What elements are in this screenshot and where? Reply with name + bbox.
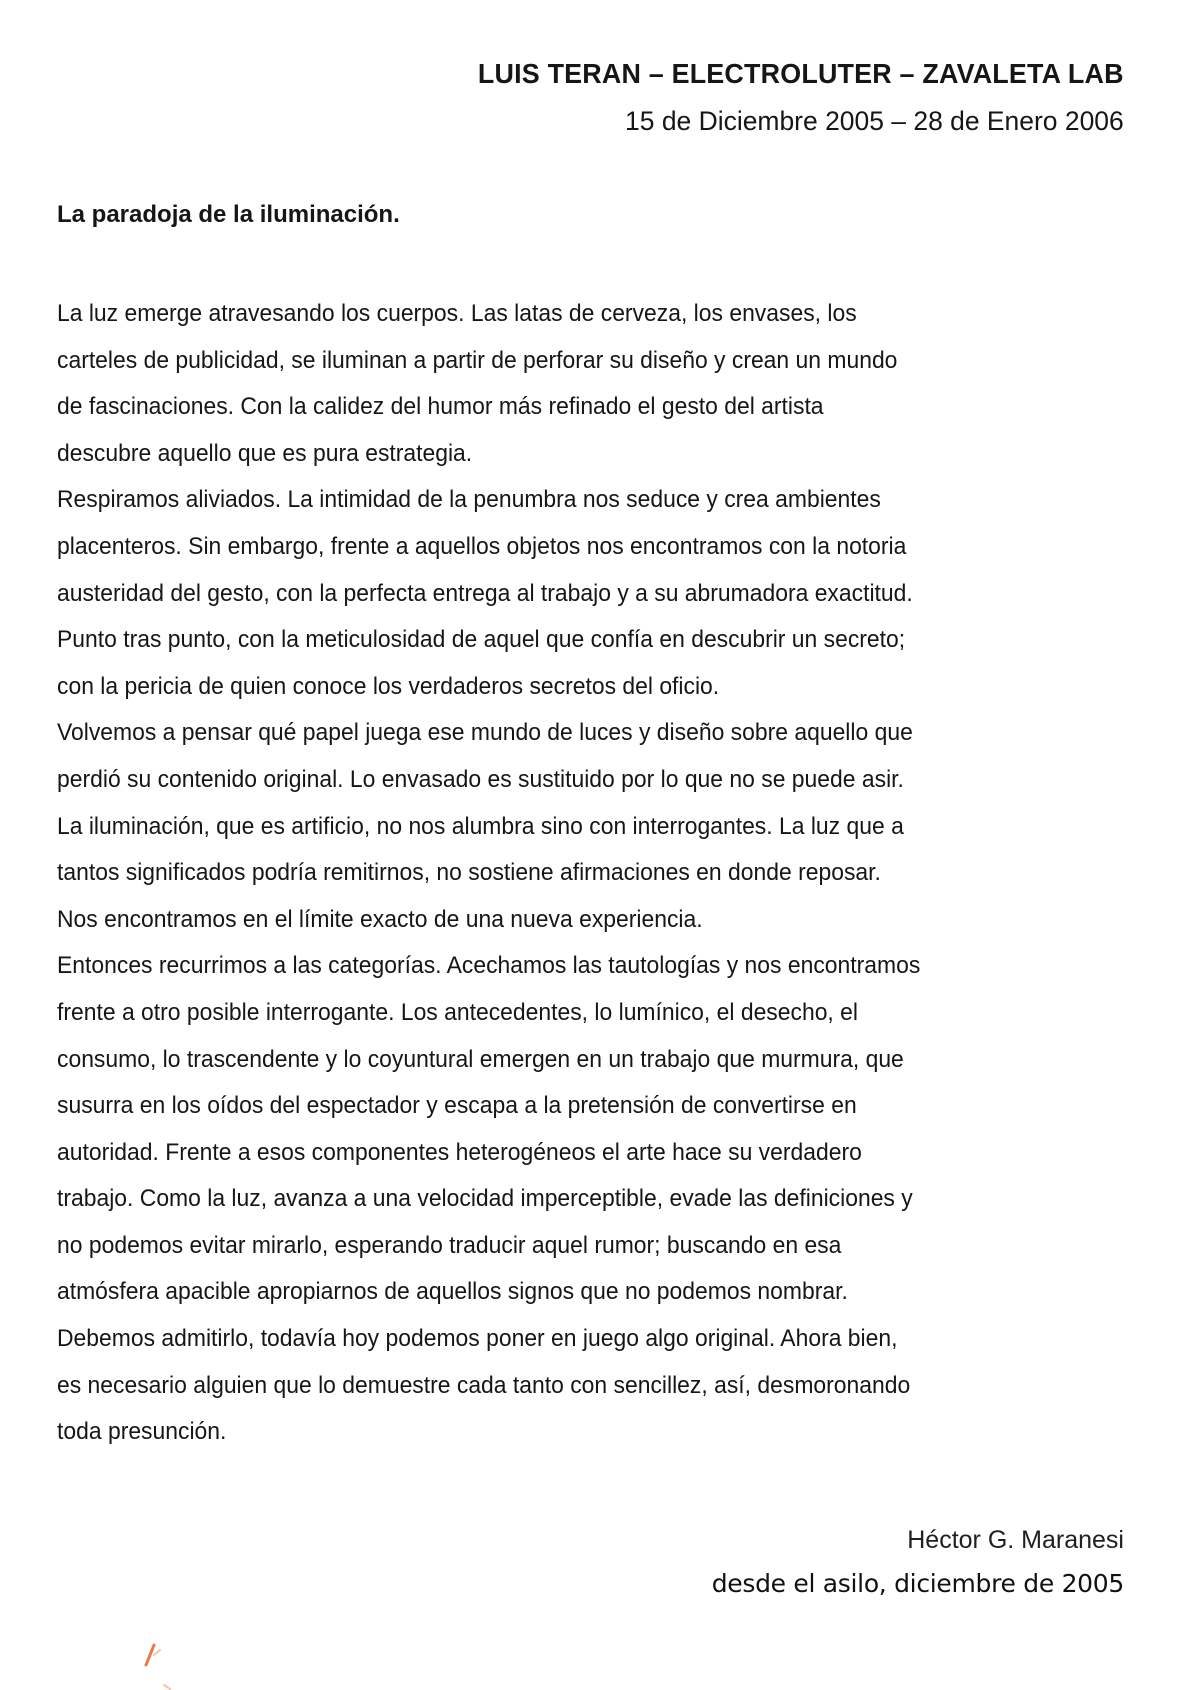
essay-line: Punto tras punto, con la meticulosidad de aquel que confía en descubrir un secreto; <box>57 626 906 654</box>
essay-line: susurra en los oídos del espectador y escapa a la pretensión de convertirse en <box>57 1092 857 1120</box>
stray-ink-stroke-2 <box>154 1650 160 1655</box>
essay-body <box>57 291 1086 1456</box>
essay-line: autoridad. Frente a esos componentes heterogéneos el arte hace su verdadero <box>57 1138 862 1166</box>
essay-line: perdió su contenido original. Lo envasado es sustituido por lo que no se puede asir. <box>57 765 904 793</box>
essay-line: atmósfera apacible apropiarnos de aquellos signos que no podemos nombrar. <box>57 1278 848 1306</box>
stray-ink-stroke-3 <box>164 1685 170 1689</box>
essay-line: Nos encontramos en el límite exacto de una nueva experiencia. <box>57 905 703 933</box>
signature-block <box>712 1520 1124 1604</box>
author-name: Héctor G. Maranesi <box>907 1526 1124 1554</box>
essay-line: Volvemos a pensar qué papel juega ese mundo de luces y diseño sobre aquello que <box>57 719 913 747</box>
essay-line: frente a otro posible interrogante. Los antecedentes, lo lumínico, el desecho, el <box>57 998 859 1026</box>
essay-line: es necesario alguien que lo demuestre cada tanto con sencillez, así, desmoronando <box>57 1371 911 1399</box>
essay-line: con la pericia de quien conoce los verdaderos secretos del oficio. <box>57 672 720 700</box>
exhibition-dates: 15 de Diciembre 2005 – 28 de Enero 2006 <box>625 106 1124 136</box>
essay-line: carteles de publicidad, se iluminan a partir de perforar su diseño y crean un mundo <box>57 346 898 374</box>
essay-line: austeridad del gesto, con la perfecta entrega al trabajo y a su abrumadora exactitud. <box>57 579 913 607</box>
essay-title: La paradoja de la iluminación. <box>57 201 400 228</box>
essay-line: consumo, lo trascendente y lo coyuntural emergen en un trabajo que murmura, que <box>57 1045 904 1073</box>
essay-line: trabajo. Como la luz, avanza a una velocidad imperceptible, evade las definiciones y <box>57 1185 913 1213</box>
essay-line: Debemos admitirlo, todavía hoy podemos poner en juego algo original. Ahora bien, <box>57 1325 898 1353</box>
stray-ink-stroke <box>146 1645 154 1665</box>
essay-line: tantos significados podría remitirnos, no sostiene afirmaciones en donde reposar. <box>57 859 881 887</box>
document-header <box>451 52 1124 146</box>
essay-line: toda presunción. <box>57 1418 227 1446</box>
exhibition-title: LUIS TERAN – ELECTROLUTER – ZAVALETA LAB <box>478 58 1124 89</box>
essay-line: Respiramos aliviados. La intimidad de la penumbra nos seduce y crea ambientes <box>57 486 881 514</box>
essay-line: descubre aquello que es pura estrategia. <box>57 439 473 467</box>
signature-place-date: desde el asilo, diciembre de 2005 <box>711 1569 1124 1598</box>
essay-line: placenteros. Sin embargo, frente a aquellos objetos nos encontramos con la notoria <box>57 532 907 560</box>
essay-line: no podemos evitar mirarlo, esperando traducir aquel rumor; buscando en esa <box>57 1231 842 1259</box>
essay-line: La iluminación, que es artificio, no nos alumbra sino con interrogantes. La luz que a <box>57 812 904 840</box>
essay-line: La luz emerge atravesando los cuerpos. Las latas de cerveza, los envases, los <box>57 300 857 327</box>
essay-line: de fascinaciones. Con la calidez del humor más refinado el gesto del artista <box>57 393 824 421</box>
essay-line: Entonces recurrimos a las categorías. Acechamos las tautologías y nos encontramos <box>57 952 921 980</box>
